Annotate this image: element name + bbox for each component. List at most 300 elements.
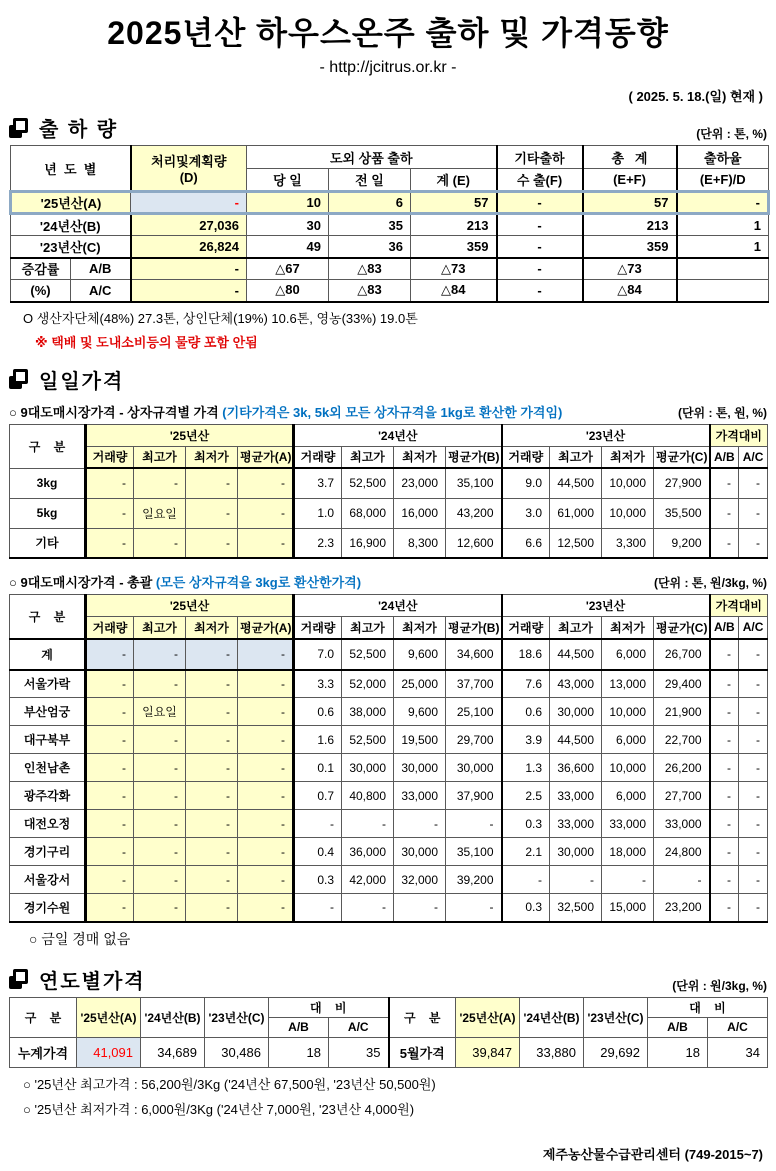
daily-cell: 일요일: [134, 498, 186, 528]
shipment-cell: 213: [411, 214, 497, 236]
daily-cell: -: [238, 639, 294, 670]
daily-cell: 16,000: [394, 498, 446, 528]
daily-sub-header: 최저가: [602, 617, 654, 639]
daily-sub-header: 평균가(A): [238, 617, 294, 639]
daily-cell: 52,500: [342, 468, 394, 498]
daily-cell: 10,000: [602, 468, 654, 498]
daily-cell: -: [710, 528, 739, 558]
daily-cell: -: [86, 810, 134, 838]
col-y24-group-header: '24년산: [294, 424, 502, 446]
daily-row: [10, 866, 768, 894]
daily-cell: -: [186, 468, 238, 498]
daily-cell: -: [238, 838, 294, 866]
daily-cell: -: [502, 866, 550, 894]
daily-cell: -: [739, 639, 768, 670]
daily-cell: -: [238, 754, 294, 782]
col-total-sub-header: (E+F): [583, 169, 677, 192]
page-title: 2025년산 하우스온주 출하 및 가격동향: [107, 15, 669, 51]
daily-cell: 1.0: [294, 498, 342, 528]
daily-cell: -: [134, 894, 186, 922]
daily-cell: 2.1: [502, 838, 550, 866]
daily-row: [10, 698, 768, 726]
daily-cell: -: [238, 726, 294, 754]
yearly-row: [10, 1037, 768, 1067]
daily-cell: 26,700: [654, 639, 710, 670]
yearly-cell: 30,486: [205, 1037, 269, 1067]
shipment-header-row: [11, 146, 769, 169]
daily-cell: 37,900: [446, 782, 502, 810]
daily-cell: 34,600: [446, 639, 502, 670]
daily-cell: 38,000: [342, 698, 394, 726]
daily-sub-header: 거래량: [86, 446, 134, 468]
shipment-cell: -: [131, 192, 247, 214]
daily-cell: 0.4: [294, 838, 342, 866]
daily-cell: -: [294, 894, 342, 922]
daily-cell: 9,200: [654, 528, 710, 558]
market-label: 기타: [10, 528, 86, 558]
daily-cell: 30,000: [550, 698, 602, 726]
col-rate-header: 출하율: [677, 146, 769, 169]
daily-overall-label: ○ 9대도매시장가격 - 총괄 (모든 상자규격을 3kg로 환산한가격): [9, 575, 362, 590]
daily-cell: 26,200: [654, 754, 710, 782]
daily-cell: -: [238, 528, 294, 558]
daily-cell: -: [186, 754, 238, 782]
daily-cell: -: [710, 810, 739, 838]
daily-cell: -: [342, 894, 394, 922]
daily-cell: 30,000: [342, 754, 394, 782]
daily-row: [10, 528, 768, 558]
daily-cell: 0.1: [294, 754, 342, 782]
daily-cell: 33,000: [654, 810, 710, 838]
daily-cell: 0.6: [294, 698, 342, 726]
daily-overall-paren: (모든 상자규격을 3kg로 환산한가격): [155, 575, 362, 590]
daily-sub-header: 최저가: [186, 446, 238, 468]
col-plan-line1: 처리및계획량: [151, 154, 227, 169]
col-y25-header: '25년산(A): [456, 997, 520, 1037]
col-export-header: 수 출(F): [497, 169, 583, 192]
daily-cell: -: [739, 726, 768, 754]
daily-cell: 30,000: [394, 838, 446, 866]
source-url: - http://jcitrus.or.kr -: [319, 59, 457, 76]
yearly-unit-label: (단위 : 원/3kg, %): [672, 978, 767, 993]
daily-cell: -: [238, 894, 294, 922]
daily-cell: -: [86, 468, 134, 498]
daily-cell: -: [134, 468, 186, 498]
daily-cell: -: [186, 810, 238, 838]
daily-cell: -: [710, 726, 739, 754]
daily-cell: 52,500: [342, 639, 394, 670]
daily-price-by-size-table: [9, 424, 768, 560]
daily-cell: -: [86, 528, 134, 558]
shipment-section-title: 출 하 량: [39, 119, 119, 141]
market-label: 서울강서: [10, 866, 86, 894]
daily-cell: -: [186, 639, 238, 670]
shipment-row: [11, 258, 769, 280]
daily-cell: -: [394, 810, 446, 838]
daily-cell: 68,000: [342, 498, 394, 528]
shipment-cell: 213: [583, 214, 677, 236]
daily-row: [10, 782, 768, 810]
shipment-section-title-wrap: [9, 113, 118, 142]
daily-sub-header: 최저가: [394, 446, 446, 468]
shipment-cell: -: [497, 280, 583, 302]
col-plan-line2: (D): [179, 170, 198, 185]
shipment-row: [11, 214, 769, 236]
daily-cell: -: [86, 498, 134, 528]
shipment-cell: 359: [411, 236, 497, 258]
daily-cell: 44,500: [550, 468, 602, 498]
daily-price-overall-table: [9, 594, 768, 923]
shipment-cell: △67: [247, 258, 329, 280]
yearly-cell: 18: [648, 1037, 708, 1067]
shipment-cell: 6: [329, 192, 411, 214]
market-label: 광주각화: [10, 782, 86, 810]
shipment-cell: -: [131, 258, 247, 280]
daily-cell: -: [134, 528, 186, 558]
daily-cell: 0.3: [502, 894, 550, 922]
daily-cell: 3.3: [294, 670, 342, 698]
daily-cell: -: [238, 782, 294, 810]
col-y23-group-header: '23년산: [502, 595, 710, 617]
daily-cell: 18.6: [502, 639, 550, 670]
col-y24-header: '24년산(B): [520, 997, 584, 1037]
daily-cell: 7.0: [294, 639, 342, 670]
daily-cell: 27,900: [654, 468, 710, 498]
daily-sub-header: A/B: [710, 446, 739, 468]
daily-header-row: [10, 617, 768, 639]
daily-cell: -: [446, 810, 502, 838]
daily-by-size-paren: (기타가격은 3k, 5k외 모든 상자규격을 1kg로 환산한 가격임): [222, 404, 563, 420]
daily-cell: -: [134, 639, 186, 670]
daily-cell: 2.3: [294, 528, 342, 558]
daily-cell: -: [710, 754, 739, 782]
daily-cell: 19,500: [394, 726, 446, 754]
daily-cell: -: [186, 838, 238, 866]
col-y23-header: '23년산(C): [584, 997, 648, 1037]
daily-row: [10, 498, 768, 528]
daily-cell: 3.0: [502, 498, 550, 528]
daily-cell: 0.7: [294, 782, 342, 810]
shipment-cell: 10: [247, 192, 329, 214]
daily-cell: 61,000: [550, 498, 602, 528]
daily-cell: 12,500: [550, 528, 602, 558]
daily-cell: -: [739, 894, 768, 922]
shipment-cell: 1: [677, 214, 769, 236]
daily-by-size-label: ○ 9대도매시장가격 - 상자규격별 가격 (기타가격은 3k, 5k외 모든 상자규격을 1kg로 환산한 가격임): [9, 404, 563, 420]
daily-cell: -: [739, 810, 768, 838]
daily-cell: 21,900: [654, 698, 710, 726]
daily-sub-header: 평균가(B): [446, 446, 502, 468]
daily-row: [10, 838, 768, 866]
daily-sub-header: 거래량: [86, 617, 134, 639]
daily-cell: -: [238, 670, 294, 698]
daily-cell: -: [186, 498, 238, 528]
daily-cell: 12,600: [446, 528, 502, 558]
daily-cell: -: [238, 866, 294, 894]
shipment-row: [11, 192, 769, 214]
row-label: 누계가격: [10, 1037, 77, 1067]
daily-cell: 일요일: [134, 698, 186, 726]
row-label: 5월가격: [389, 1037, 456, 1067]
daily-sub-header: A/C: [739, 446, 768, 468]
daily-cell: -: [186, 894, 238, 922]
daily-row: [10, 639, 768, 670]
daily-sub-header: 최저가: [602, 446, 654, 468]
daily-cell: -: [710, 698, 739, 726]
daily-cell: -: [739, 838, 768, 866]
yearly-cell: 29,692: [584, 1037, 648, 1067]
daily-cell: 15,000: [602, 894, 654, 922]
daily-cell: 36,000: [342, 838, 394, 866]
shipment-cell: △83: [329, 280, 411, 302]
yearly-cell: 34: [708, 1037, 768, 1067]
daily-cell: 10,000: [602, 754, 654, 782]
shipment-cell: 30: [247, 214, 329, 236]
col-compare-group-header: 가격대비: [710, 595, 768, 617]
daily-cell: 10,000: [602, 498, 654, 528]
col-ac-header: A/C: [329, 1017, 389, 1037]
col-gubun-header: 구 분: [10, 997, 77, 1037]
shipment-cell: 57: [411, 192, 497, 214]
daily-cell: -: [134, 670, 186, 698]
col-daebi-group-header: 대 비: [648, 997, 768, 1017]
shipment-cell: -: [497, 258, 583, 280]
market-label: 인천남촌: [10, 754, 86, 782]
daily-header-row: [10, 446, 768, 468]
yearly-header-row: [10, 997, 768, 1017]
daily-by-size-subheader: [9, 402, 767, 421]
shipment-cell: -: [497, 192, 583, 214]
row-label: (%): [11, 280, 71, 302]
daily-cell: -: [186, 670, 238, 698]
daily-cell: -: [86, 670, 134, 698]
yearly-high-price-note: ○ '25년산 최고가격 : 56,200원/3Kg ('24년산 67,500원, '23년산 50,500원): [23, 1076, 436, 1092]
row-label: '25년산(A): [11, 192, 131, 214]
daily-cell: 3.9: [502, 726, 550, 754]
daily-cell: -: [86, 726, 134, 754]
daily-cell: -: [602, 866, 654, 894]
daily-cell: -: [654, 866, 710, 894]
shipment-row: [11, 236, 769, 258]
daily-row: [10, 670, 768, 698]
daily-overall-unit: (단위 : 톤, 원/3kg, %): [653, 576, 767, 590]
daily-cell: 43,000: [550, 670, 602, 698]
daily-cell: 24,800: [654, 838, 710, 866]
yearly-cell: 39,847: [456, 1037, 520, 1067]
col-y24-header: '24년산(B): [141, 997, 205, 1037]
yearly-cell: 34,689: [141, 1037, 205, 1067]
row-label: '24년산(B): [11, 214, 131, 236]
market-label: 대전오정: [10, 810, 86, 838]
shipment-cell: 49: [247, 236, 329, 258]
daily-cell: 6,000: [602, 726, 654, 754]
daily-sub-header: 거래량: [294, 617, 342, 639]
daily-cell: -: [710, 838, 739, 866]
shipment-cell: 26,824: [131, 236, 247, 258]
daily-cell: -: [550, 866, 602, 894]
daily-cell: 30,000: [550, 838, 602, 866]
col-y23-header: '23년산(C): [205, 997, 269, 1037]
daily-cell: 30,000: [394, 754, 446, 782]
daily-cell: -: [739, 528, 768, 558]
daily-header-row: [10, 424, 768, 446]
shipment-section-header: [9, 113, 767, 142]
yearly-low-price-note: ○ '25년산 최저가격 : 6,000원/3Kg ('24년산 7,000원, '23년산 4,000원): [23, 1101, 415, 1117]
shipment-cell: -: [497, 214, 583, 236]
shipment-cell: 1: [677, 236, 769, 258]
daily-cell: -: [238, 468, 294, 498]
shipment-cell: 359: [583, 236, 677, 258]
daily-cell: 16,900: [342, 528, 394, 558]
market-label: 대구북부: [10, 726, 86, 754]
daily-cell: -: [134, 810, 186, 838]
daily-section-header: [9, 365, 767, 394]
daily-cell: 30,000: [446, 754, 502, 782]
daily-cell: -: [710, 894, 739, 922]
daily-cell: -: [186, 866, 238, 894]
daily-sub-header: 거래량: [294, 446, 342, 468]
yearly-cell: 33,880: [520, 1037, 584, 1067]
daily-cell: 52,000: [342, 670, 394, 698]
daily-cell: 44,500: [550, 726, 602, 754]
daily-cell: 22,700: [654, 726, 710, 754]
col-ac-header: A/C: [708, 1017, 768, 1037]
daily-cell: -: [710, 782, 739, 810]
daily-sub-header: 평균가(C): [654, 446, 710, 468]
daily-cell: -: [86, 838, 134, 866]
daily-cell: -: [294, 810, 342, 838]
shipment-cell: [677, 280, 769, 302]
market-label: 서울가락: [10, 670, 86, 698]
daily-cell: -: [446, 894, 502, 922]
daily-sub-header: 평균가(A): [238, 446, 294, 468]
daily-cell: 44,500: [550, 639, 602, 670]
daily-cell: -: [186, 782, 238, 810]
market-label: 경기구리: [10, 838, 86, 866]
yearly-cell: 41,091: [77, 1037, 141, 1067]
daily-cell: 33,000: [550, 810, 602, 838]
daily-cell: -: [86, 866, 134, 894]
row-label: 증감률: [11, 258, 71, 280]
daily-sub-header: A/C: [739, 617, 768, 639]
shipment-cell: △84: [411, 280, 497, 302]
col-ab-header: A/B: [648, 1017, 708, 1037]
daily-cell: -: [739, 670, 768, 698]
shipment-cell: -: [131, 280, 247, 302]
daily-sub-header: A/B: [710, 617, 739, 639]
daily-cell: -: [739, 866, 768, 894]
yearly-section-title: 연도별가격: [39, 970, 146, 993]
daily-cell: -: [86, 754, 134, 782]
daily-cell: 25,000: [394, 670, 446, 698]
daily-cell: 2.5: [502, 782, 550, 810]
daily-cell: 6,000: [602, 639, 654, 670]
daily-cell: 3,300: [602, 528, 654, 558]
daily-cell: 13,000: [602, 670, 654, 698]
daily-cell: -: [186, 698, 238, 726]
shipment-cell: -: [497, 236, 583, 258]
daily-row: [10, 894, 768, 922]
daily-cell: 6.6: [502, 528, 550, 558]
shipment-unit-label: (단위 : 톤, %): [696, 127, 767, 141]
daily-cell: 39,200: [446, 866, 502, 894]
col-compare-group-header: 가격대비: [710, 424, 768, 446]
shipment-cell: [677, 258, 769, 280]
daily-sub-header: 최고가: [342, 617, 394, 639]
daily-cell: 7.6: [502, 670, 550, 698]
section-bullet-icon: [9, 118, 31, 138]
yearly-section-title-wrap: [9, 965, 146, 994]
daily-cell: 42,000: [342, 866, 394, 894]
daily-cell: 35,100: [446, 838, 502, 866]
daily-cell: -: [710, 498, 739, 528]
section-bullet-icon: [9, 369, 31, 389]
daily-section-title-wrap: [9, 365, 124, 394]
col-plan-header: [131, 146, 247, 192]
col-y25-group-header: '25년산: [86, 595, 294, 617]
market-label: 부산엄궁: [10, 698, 86, 726]
daily-cell: 0.3: [294, 866, 342, 894]
daily-cell: 9,600: [394, 698, 446, 726]
daily-cell: -: [710, 670, 739, 698]
daily-cell: -: [86, 698, 134, 726]
market-label: 3kg: [10, 468, 86, 498]
daily-sub-header: 최저가: [186, 617, 238, 639]
yearly-cell: 35: [329, 1037, 389, 1067]
shipment-row: [11, 280, 769, 302]
daily-sub-header: 거래량: [502, 446, 550, 468]
daily-cell: -: [710, 468, 739, 498]
daily-sub-header: 최고가: [134, 617, 186, 639]
daily-cell: 40,800: [342, 782, 394, 810]
daily-section-title: 일일가격: [39, 370, 125, 393]
daily-sub-header: 최고가: [134, 446, 186, 468]
shipment-cell: 36: [329, 236, 411, 258]
yearly-section-header: [9, 965, 767, 994]
col-outbound-group-header: 도외 상품 출하: [247, 146, 497, 169]
daily-row: [10, 726, 768, 754]
section-bullet-icon: [9, 969, 31, 989]
shipment-cell: △83: [329, 258, 411, 280]
shipment-cell: 35: [329, 214, 411, 236]
shipment-cell: △73: [583, 258, 677, 280]
shipment-cell: △84: [583, 280, 677, 302]
col-y25-group-header: '25년산: [86, 424, 294, 446]
market-label: 경기수원: [10, 894, 86, 922]
daily-cell: 3.7: [294, 468, 342, 498]
daily-by-size-unit: (단위 : 톤, 원, %): [677, 405, 767, 420]
daily-cell: 32,500: [550, 894, 602, 922]
daily-cell: -: [134, 782, 186, 810]
daily-cell: -: [739, 468, 768, 498]
daily-cell: -: [134, 866, 186, 894]
daily-row: [10, 810, 768, 838]
daily-cell: 29,700: [446, 726, 502, 754]
daily-cell: -: [186, 528, 238, 558]
daily-cell: -: [342, 810, 394, 838]
col-etc-header: 기타출하: [497, 146, 583, 169]
daily-cell: -: [739, 498, 768, 528]
daily-cell: 32,000: [394, 866, 446, 894]
col-total-header: 총 계: [583, 146, 677, 169]
yearly-price-table: [9, 997, 768, 1068]
daily-row: [10, 468, 768, 498]
daily-sub-header: 최고가: [550, 617, 602, 639]
daily-sub-header: 최고가: [342, 446, 394, 468]
col-y24-group-header: '24년산: [294, 595, 502, 617]
daily-sub-header: 평균가(B): [446, 617, 502, 639]
market-label: 5kg: [10, 498, 86, 528]
